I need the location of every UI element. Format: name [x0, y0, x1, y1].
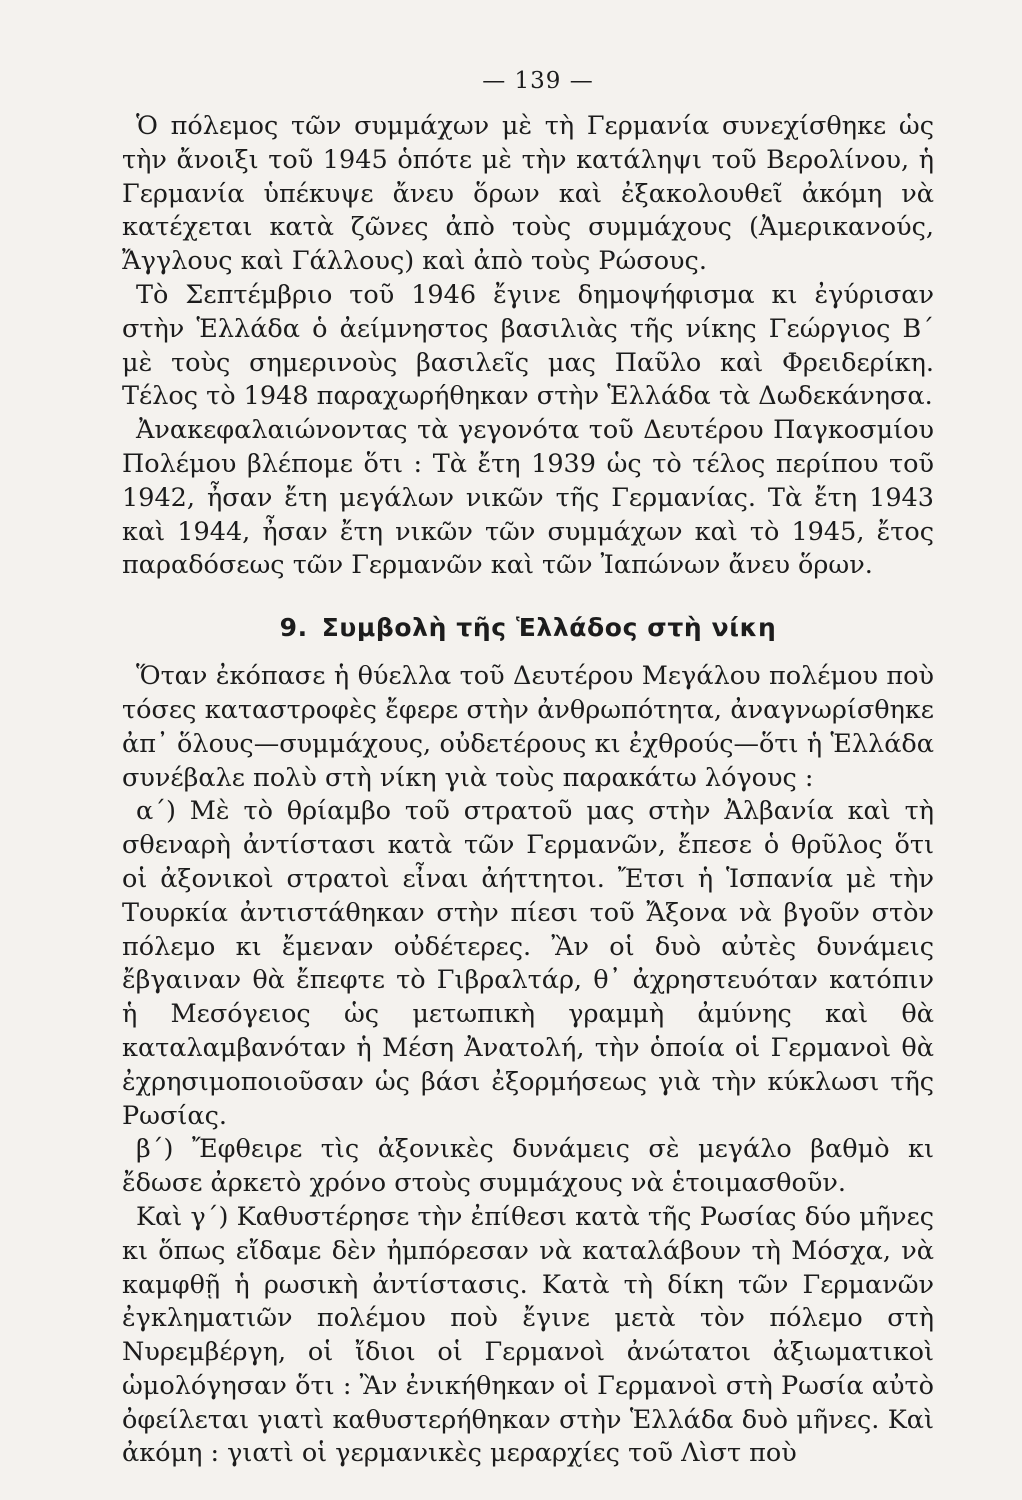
paragraph-reason-b: β΄) Ἔφθειρε τὶς ἀξονικὲς δυνάμεις σὲ μεγάλο βαθμὸ κι ἔδωσε ἀρκετὸ χρόνο στοὺς συμμάχους νὰ ἑτοιμασθοῦν. [122, 1134, 934, 1199]
section-number: 9. [279, 613, 308, 643]
paragraph-reason-a: α΄) Μὲ τὸ θρίαμβο τοῦ στρατοῦ μας στὴν Ἀλβανία καὶ τὴ σθεναρὴ ἀντίστασι κατὰ τῶν Γερμανῶν, ἔπεσε ὁ θρῦλος ὅτι οἱ ἀξονικοὶ στρατοὶ εἶναι ἀήττητοι. Ἔτσι ἡ Ἱσπανία μὲ τὴν Τουρκία ἀντιστάθηκαν στὴν πίεσι τοῦ Ἄξονα νὰ βγοῦν στὸν πόλεμο κι ἔμεναν οὐδέτερες. Ἂν οἱ δυὸ αὐτὲς δυνάμεις ἔβγαιναν θὰ ἔπεφτε τὸ Γιβραλτάρ, θ᾿ ἀχρηστευόταν κατόπιν ἡ Μεσόγειος ὡς μετωπικὴ γραμμὴ ἀμύνης καὶ θὰ καταλαμβανόταν ἡ Μέση Ἀνατολή, τὴν ὁποία οἱ Γερμανοὶ θὰ ἐχρησιμοποιοῦσαν ὡς βάσι ἐξορμήσεως γιὰ τὴν κύκλωσι τῆς Ρωσίας. [122, 796, 934, 1131]
page-number: — 139 — [482, 68, 594, 94]
paragraph-referendum: Τὸ Σεπτέμβριο τοῦ 1946 ἔγινε δημοψήφισμα κι ἐγύρισαν στὴν Ἑλλάδα ὁ ἀείμνηστος βασιλιὰς τῆς νίκης Γεώργιος Β΄ μὲ τοὺς σημερινοὺς βασιλεῖς μας Παῦλο καὶ Φρειδερίκη. Τέλος τὸ 1948 παραχωρήθηκαν στὴν Ἑλλάδα τὰ Δωδεκάνησα. [122, 279, 934, 412]
section-title: Συμβολὴ τῆς Ἑλλάδος στὴ νίκη [321, 613, 777, 643]
paragraph-contribution-intro: Ὅταν ἐκόπασε ἡ θύελλα τοῦ Δευτέρου Μεγάλου πολέμου ποὺ τόσες καταστροφὲς ἔφερε στὴν ἀνθρωπότητα, ἀναγνωρίσθηκε ἀπ᾿ ὅλους—συμμάχους, οὐδετέρους κι ἐχθρούς—ὅτι ἡ Ἑλλάδα συνέβαλε πολὺ στὴ νίκη γιὰ τοὺς παρακάτω λόγους : [122, 661, 934, 793]
paragraph-reason-c: Καὶ γ΄) Καθυστέρησε τὴν ἐπίθεσι κατὰ τῆς Ρωσίας δύο μῆνες κι ὅπως εἴδαμε δὲν ἠμπόρεσαν νὰ καταλάβουν τὴ Μόσχα, νὰ καμφθῇ ἡ ρωσικὴ ἀντίστασις. Κατὰ τὴ δίκη τῶν Γερμανῶν ἐγκληματιῶν πολέμου ποὺ ἔγινε μετὰ τὸν πόλεμο στὴ Νυρεμβέργη, οἱ ἴδιοι οἱ Γερμανοὶ ἀνώτατοι ἀξιωματικοὶ ὡμολόγησαν ὅτι : Ἂν ἐνικήθηκαν οἱ Γερμανοὶ στὴ Ρωσία αὐτὸ ὀφείλεται γιατὶ καθυστερήθηκαν στὴν Ἑλλάδα δυὸ μῆνες. Καὶ ἀκόμη : γιατὶ οἱ γερμανικὲς μεραρχίες τοῦ Λὶστ ποὺ [122, 1201, 934, 1469]
paragraph-summary: Ἀνακεφαλαιώνοντας τὰ γεγονότα τοῦ Δευτέρου Παγκοσμίου Πολέμου βλέπομε ὅτι : Τὰ ἔτη 1939 ὡς τὸ τέλος περίπου τοῦ 1942, ἦσαν ἔτη μεγάλων νικῶν τῆς Γερμανίας. Τὰ ἔτη 1943 καὶ 1944, ἦσαν ἔτη νικῶν τῶν συμμάχων καὶ τὸ 1945, ἔτος παραδόσεως τῶν Γερμανῶν καὶ τῶν Ἰαπώνων ἄνευ ὅρων. [122, 415, 934, 581]
paragraph-war-end: Ὁ πόλεμος τῶν συμμάχων μὲ τὴ Γερμανία συνεχίσθηκε ὡς τὴν ἄνοιξι τοῦ 1945 ὁπότε μὲ τὴν κατάληψι τοῦ Βερολίνου, ἡ Γερμανία ὑπέκυψε ἄνευ ὅρων καὶ ἐξακολουθεῖ ἀκόμη νὰ κατέχεται κατὰ ζῶνες ἀπὸ τοὺς συμμάχους (Ἀμερικανούς, Ἄγγλους καὶ Γάλλους) καὶ ἀπὸ τοὺς Ρώσους. [122, 111, 934, 277]
section-heading [122, 613, 934, 642]
